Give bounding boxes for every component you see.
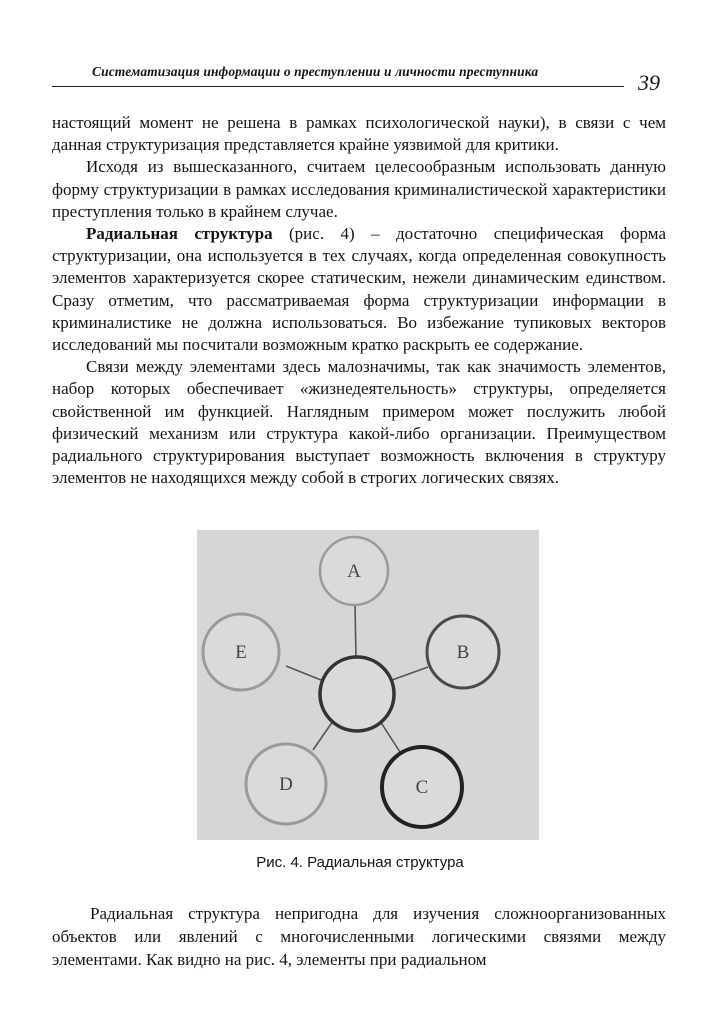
edge-center-a <box>355 604 356 658</box>
paragraph-4-text: Связи между элементами здесь малозначимы, так как значимость элементов, набор которых обеспечивает «жизнедеятельность» структуры, определяется свойственной им функцией. Наглядным примером может послужить любой физический механизм или структура какой-либо организации. Преимуществом радиального структурирования выступает возможность включения в структуру элементов не находящихся между собой в строгих логических связях. <box>52 357 666 488</box>
paragraph-1 <box>52 112 666 156</box>
edge-center-d <box>313 721 333 750</box>
node-center <box>320 657 394 731</box>
page-number: 39 <box>638 70 660 95</box>
paragraph-2-text: Исходя из вышесказанного, считаем целесообразным использовать данную форму структуризации в рамках исследования криминалистической характеристики преступления только в крайнем случае. <box>52 157 666 221</box>
paragraph-1-text: настоящий момент не решена в рамках психологической науки), в связи с чем данная структуризация представляется крайне уязвимой для критики. <box>52 113 666 155</box>
edge-center-c <box>380 721 400 752</box>
radial-diagram <box>197 530 539 840</box>
paragraph-4 <box>52 356 666 489</box>
closing-paragraph: Радиальная структура непригодна для изучения сложноорганизованных объектов или явлений с многочисленными логическими связями между элементами. Как видно на рис. 4, элементы при радиальном <box>52 904 666 969</box>
closing-text <box>52 902 666 971</box>
edge-center-b <box>392 667 428 680</box>
paragraph-2 <box>52 156 666 223</box>
figure-caption: Рис. 4. Радиальная структура <box>256 854 464 871</box>
body-text <box>52 112 666 489</box>
node-e-label: E <box>235 642 247 663</box>
paragraph-3-bold-lead: Радиальная структура <box>86 224 273 244</box>
page-header <box>52 56 668 98</box>
node-d-label: D <box>279 774 293 795</box>
node-b-label: B <box>456 642 470 663</box>
paragraph-3-text: (рис. 4) – достаточно специфическая форма структуризации, она используется в тех случаях, когда определенная совокупность элементов характеризуется скорее статическим, нежели динамическим единством. Сразу отметим, что рассматриваемая форма структуризации информации в криминалистике не должна использоваться. Во избежание тупиковых векторов исследований мы посчитали возможным кратко раскрыть ее содержание. <box>52 224 666 355</box>
paragraph-3 <box>52 223 666 356</box>
header-rule <box>52 86 624 87</box>
node-c-label: C <box>415 777 429 798</box>
radial-structure-figure <box>197 530 539 840</box>
edge-center-e <box>286 666 321 680</box>
running-title: Систематизация информации о преступлении и личности преступника <box>92 64 539 79</box>
node-a-label: A <box>347 561 361 582</box>
